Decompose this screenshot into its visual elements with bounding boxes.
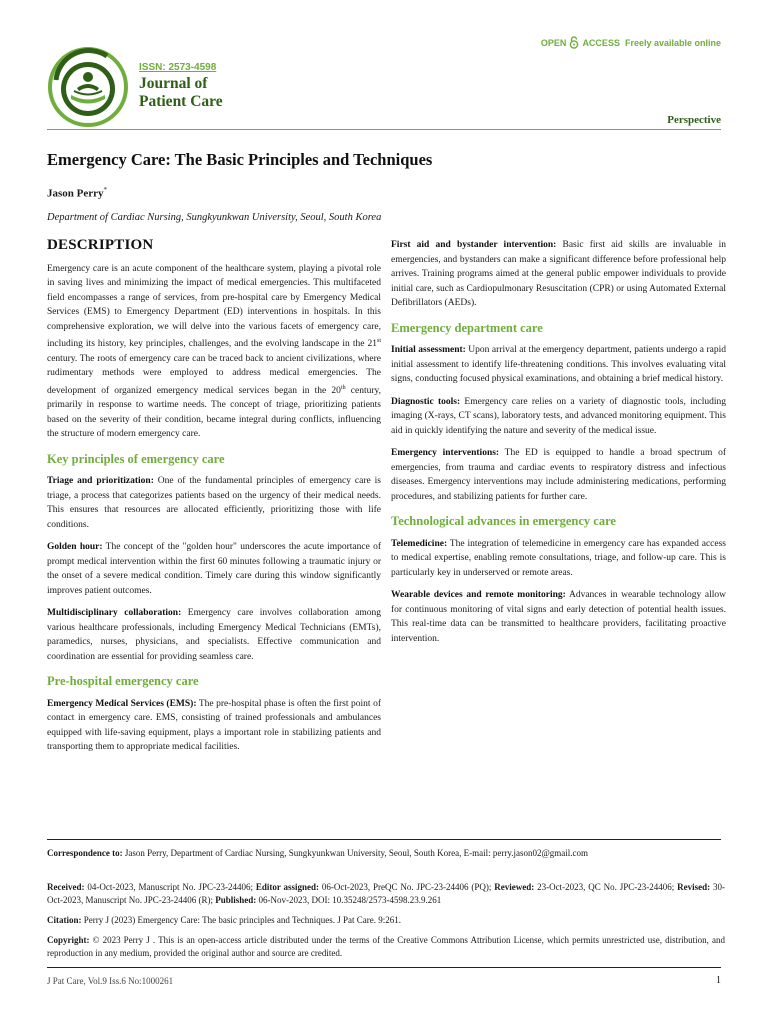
wearables-label: Wearable devices and remote monitoring:: [391, 590, 566, 600]
copyright-note: [47, 934, 725, 960]
revised-text: 30-Oct-2023, Manuscript No. JPC-23-24406 (R);: [47, 882, 725, 905]
journal-issue-info: J Pat Care, Vol.9 Iss.6 No:1000261: [47, 976, 174, 986]
multidisciplinary-paragraph: [47, 606, 381, 664]
right-column: [391, 238, 726, 654]
initial-assessment-label: Initial assessment:: [391, 345, 466, 355]
footer-divider: [47, 967, 721, 968]
citation-label: Citation:: [47, 915, 82, 925]
published-text: 06-Nov-2023, DOI: 10.35248/2573-4598.23.9.261: [256, 895, 442, 905]
copyright-text: © 2023 Perry J . This is an open-access article distributed under the terms of the Creative Commons Attribution License, which permits unrestricted use, distribution, and reproduction in any medium, provided the original author and source are credited.: [47, 935, 725, 958]
header-divider: [47, 129, 721, 130]
citation-note: [47, 914, 725, 927]
editor-text: 06-Oct-2023, PreQC No. JPC-23-24406 (PQ);: [319, 882, 495, 892]
intro-paragraph: [47, 262, 381, 442]
golden-hour-paragraph: [47, 540, 381, 598]
caring-hands-logo-icon: [47, 46, 129, 128]
first-aid-text: Basic first aid skills are invaluable in emergencies, and bystanders can make a significant difference before professional help arrives. Training programs aimed at the general public empower individuals to provide initial care, such as Cardiopulmonary Resuscitation (CPR) or using Automated External Defibrillators (AEDs).: [391, 240, 726, 308]
telemedicine-label: Telemedicine:: [391, 538, 448, 549]
left-column: [47, 238, 381, 763]
multidisciplinary-text: Emergency care involves collaboration among various healthcare professionals, including Emergency Medical Technicians (EMTs), paramedics, nurses, physicians, and specialists. Effective communication and coordination are essential for providing seamless care.: [47, 608, 381, 662]
journal-name-line1: Journal of: [139, 75, 208, 92]
author-mark: *: [103, 186, 108, 194]
initial-assessment-paragraph: [391, 343, 726, 387]
telemedicine-text: The integration of telemedicine in emergency care has expanded access to medical expertise, enabling remote consultations, triage, and follow-up care. This is particularly key in underserved or remote areas.: [391, 538, 726, 578]
intro-text-2: century. The roots of emergency care can be traced back to ancient civilizations, where rudimentary methods were employed to address medical emergencies. The development of organized emergency medical services began in the 20: [47, 353, 381, 396]
issn-link[interactable]: ISSN: 2573-4598: [139, 62, 217, 73]
footnote-divider: [47, 839, 721, 840]
key-principles-heading: Key principles of emergency care: [47, 451, 225, 466]
received-text: 04-Oct-2023, Manuscript No. JPC-23-24406;: [84, 882, 256, 892]
journal-name-line2: Patient Care: [139, 93, 223, 110]
ems-text: The pre-hospital phase is often the first point of contact in emergency care. EMS, consisting of trained professionals and ambulances equipped with life-saving equipment, plays a important role in stabilizing patients and transporting them to appropriate medical facilities.: [47, 698, 381, 753]
open-lock-icon: [569, 36, 579, 49]
diagnostic-tools-text: Emergency care relies on a variety of diagnostic tools, including imaging (X-rays, CT scans), laboratory tests, and advanced monitoring equipment. This aid in quickly identifying the nature and severity of the medical issue.: [391, 396, 726, 436]
wearables-text: Advances in wearable technology allow for continuous monitoring of vital signs and early detection of potential health issues. This real-time data can be transmitted to healthcare providers, facilitating proactive intervention.: [391, 590, 727, 644]
emergency-interventions-label: Emergency interventions:: [391, 448, 500, 458]
copyright-label: Copyright:: [47, 935, 90, 945]
telemedicine-paragraph: [391, 537, 726, 581]
author-name-text: Jason Perry: [47, 187, 104, 200]
golden-hour-text: The concept of the "golden hour" underscores the acute importance of prompt medical intervention within the first 60 minutes following a traumatic injury or the onset of a severe medical condition. Timely care during this window significantly improves patient outcomes.: [47, 542, 381, 596]
article-type: Perspective: [667, 114, 721, 126]
author-name: [47, 186, 107, 200]
intro-sup-2: th: [340, 384, 346, 391]
open-access-badge: [541, 36, 721, 49]
reviewed-text: 23-Oct-2023, QC No. JPC-23-24406;: [534, 882, 678, 892]
emergency-interventions-text: The ED is equipped to handle a broad spectrum of emergencies, from trauma and cardiac events to respiratory distress and infectious diseases. Emergency interventions may include administering medications, performing procedures, and stabilizing patients for further care.: [391, 448, 726, 502]
open-label: OPEN: [540, 37, 567, 48]
initial-assessment-text: Upon arrival at the emergency department, patients undergo a rapid initial assessment to identify life-threatening conditions. This involves evaluating vital signs, conducting focused physical examinations, and obtaining a brief medical history.: [391, 345, 726, 384]
revised-label: Revised:: [677, 882, 711, 892]
multidisciplinary-label: Multidisciplinary collaboration:: [47, 608, 182, 619]
golden-hour-label: Golden hour:: [47, 542, 103, 553]
editor-label: Editor assigned:: [255, 882, 320, 892]
reviewed-label: Reviewed:: [494, 882, 535, 892]
received-label: Received:: [47, 882, 85, 892]
intro-text-1: Emergency care is an acute component of the healthcare system, playing a pivotal role in saving lives and minimizing the impact of medical emergencies. This multifaceted field encompasses a range of services, from pre-hospital care by Emergency Medical Services (EMS) to Emergency Department (ED) interventions in hospitals. In this comprehensive exploration, we will delve into the various facets of emergency care, including its history, key principles, challenges, and the evolving landscape in the 21: [47, 263, 381, 350]
article-title: Emergency Care: The Basic Principles and Techniques: [47, 150, 433, 169]
first-aid-label: First aid and bystander intervention:: [391, 240, 557, 250]
journal-name: [139, 75, 223, 111]
diagnostic-tools-paragraph: [391, 395, 726, 439]
dates-note: [47, 881, 725, 907]
correspondence-label: Correspondence to:: [47, 848, 123, 858]
citation-text: Perry J (2023) Emergency Care: The basic principles and Techniques. J Pat Care. 9:261.: [81, 915, 402, 925]
access-label: ACCESS: [582, 37, 620, 48]
intro-text-3: century, primarily in response to wartime needs. The concept of triage, prioritizing patients based on the severity of their condition, became integral during conflicts, influencing the structure of modern emergency care.: [47, 385, 382, 440]
page-number: 1: [716, 975, 721, 986]
ems-paragraph-start: [47, 697, 381, 755]
triage-paragraph: [47, 474, 381, 532]
description-heading: DESCRIPTION: [47, 237, 154, 253]
ems-label: Emergency Medical Services (EMS):: [47, 698, 197, 709]
technological-advances-heading: Technological advances in emergency care: [391, 514, 616, 528]
emergency-interventions-paragraph: [391, 446, 726, 504]
wearables-paragraph: [391, 588, 726, 646]
triage-text: One of the fundamental principles of emergency care is triage, a process that categorizes patients based on the urgency of their medical needs. This ensures that resources are allocated efficiently, prioritizing those with life conditions.: [47, 476, 381, 530]
pre-hospital-heading: Pre-hospital emergency care: [47, 674, 199, 689]
published-label: Published:: [215, 895, 257, 905]
triage-label: Triage and prioritization:: [47, 476, 154, 487]
freely-available-label: Freely available online: [624, 37, 721, 48]
correspondence-note: [47, 847, 725, 860]
diagnostic-tools-label: Diagnostic tools:: [391, 396, 461, 407]
first-aid-paragraph: [391, 238, 726, 311]
intro-sup-1: st: [376, 338, 381, 344]
emergency-department-heading: Emergency department care: [391, 320, 543, 335]
author-affiliation: Department of Cardiac Nursing, Sungkyunkwan University, Seoul, South Korea: [47, 212, 382, 223]
correspondence-text: Jason Perry, Department of Cardiac Nursing, Sungkyunkwan University, Seoul, South Korea, E-mail: perry.jason02@gmail.com: [122, 848, 589, 858]
